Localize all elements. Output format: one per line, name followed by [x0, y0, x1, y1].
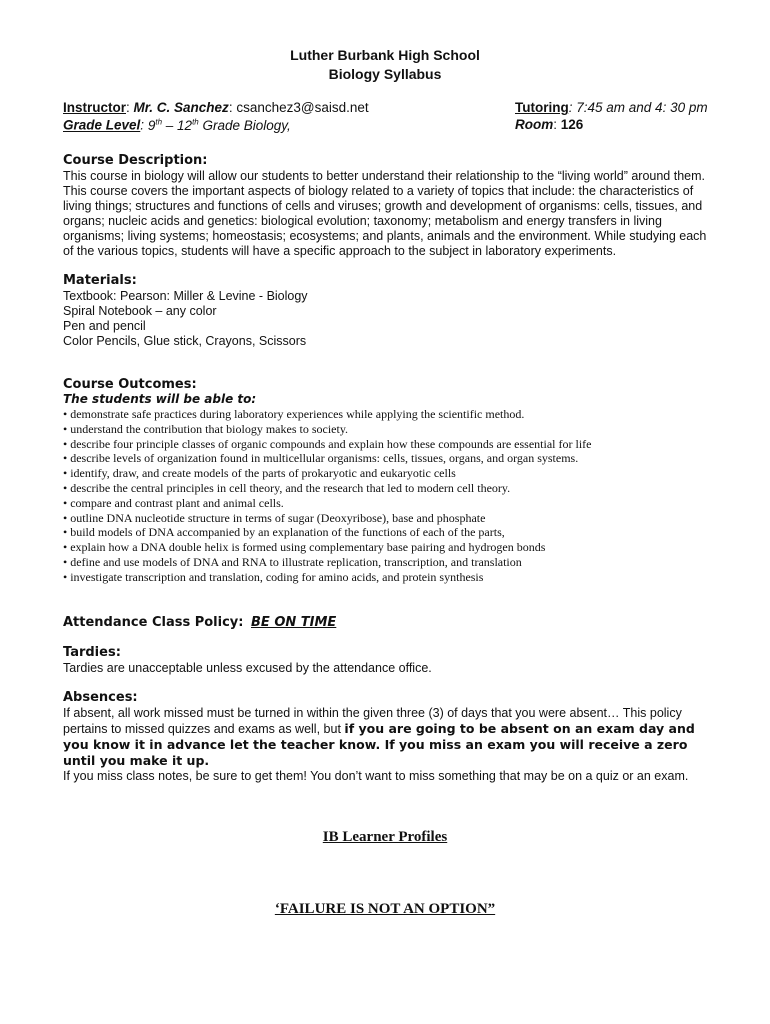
absences-text	[63, 706, 713, 784]
document-title: Biology Syllabus	[328, 66, 442, 82]
grade-from-sup: th	[155, 117, 163, 126]
outcome-item: • outline DNA nucleotide structure in terms of sugar (Deoxyribose), base and phosphate	[63, 510, 486, 525]
outcome-item: • describe the central principles in cell theory, and the research that led to modern cell theory.	[63, 480, 511, 495]
grade-from: 9	[147, 117, 156, 133]
grade-label: Grade Level	[63, 117, 141, 133]
absences-text-bold: if you are going to be absent on an exam day and you know it in advance let the teacher know. If you miss an exam you will receive a zero until you make it up.	[63, 721, 695, 768]
outcome-item: • explain how a DNA double helix is formed using complementary base pairing and hydrogen bonds	[63, 540, 546, 555]
attendance-heading: Attendance Class Policy:	[63, 615, 244, 630]
school-name: Luther Burbank High School	[290, 47, 480, 63]
outcomes-list	[63, 407, 723, 585]
outcome-item: • describe four principle classes of organic compounds and explain how these compounds are essential for life	[63, 436, 592, 451]
room-line: Room: 126	[515, 117, 584, 132]
outcomes-heading: Course Outcomes:	[63, 377, 197, 392]
absences-text-start: If absent, all work missed must be turned in within the given three (3) of days that you were absent… This policy pertains to missed quizzes and exams as well, but	[63, 706, 682, 736]
outcome-item: • describe levels of organization found in multicellular organisms: cells, tissues, organs, and organ systems.	[63, 451, 579, 466]
instructor-email: csanchez3@saisd.net	[236, 100, 369, 115]
outcome-item: • define and use models of DNA and RNA to illustrate replication, transcription, and translation	[63, 554, 522, 569]
description-text: This course in biology will allow our students to better understand their relationship to the “living world” around them. This course covers the important aspects of biology related to a variety of topics that include: the characteristics of living things; structures and functions of cells and viruses; growth and development of organisms: cells, tissues, and organs; nucleic acids and genetics: biological evolution; taxonomy; metabolism and energy transfers in living organisms; living systems; homeostasis; ecosystems; and plants, animals and the environment. While studying each of the various topics, students will have a specific approach to the subject in laboratory experiments.	[63, 169, 707, 258]
tutoring-line: Tutoring: 7:45 am and 4: 30 pm	[515, 100, 708, 115]
attendance-motto: BE ON TIME	[251, 615, 337, 630]
description-heading: Course Description:	[63, 153, 208, 168]
outcome-item: • compare and contrast plant and animal cells.	[63, 495, 284, 510]
failure-motto: ‘FAILURE IS NOT AN OPTION”	[274, 901, 496, 917]
room-value: 126	[560, 117, 584, 132]
tardies-heading: Tardies:	[63, 645, 121, 660]
outcome-item: • identify, draw, and create models of the parts of prokaryotic and eukaryotic cells	[63, 466, 456, 481]
grade-to-sup: th	[192, 117, 199, 126]
room-label: Room	[515, 117, 554, 132]
ib-learner-profiles-title: IB Learner Profiles	[322, 829, 448, 845]
materials-item: Textbook: Pearson: Miller & Levine - Biology	[63, 289, 308, 303]
outcome-item: • investigate transcription and translation, coding for amino acids, and protein synthesis	[63, 569, 484, 584]
tutoring-label: Tutoring	[515, 100, 569, 115]
outcome-item: • build models of DNA accompanied by an explanation of the functions of each of the parts,	[63, 525, 505, 540]
instructor-label: Instructor	[63, 100, 127, 115]
absences-text-end: If you miss class notes, be sure to get them! You don’t want to miss something that may be on a quiz or an exam.	[63, 769, 689, 783]
grade-line: Grade Level: 9th – 12th Grade Biology,	[63, 117, 291, 133]
materials-item: Color Pencils, Glue stick, Crayons, Scissors	[63, 334, 307, 348]
tutoring-value: 7:45 am and 4: 30 pm	[576, 100, 708, 115]
instructor-line: Instructor: Mr. C. Sanchez: csanchez3@saisd.net	[63, 100, 369, 115]
outcomes-subheading: The students will be able to:	[63, 392, 257, 406]
tardies-text: Tardies are unacceptable unless excused by the attendance office.	[63, 661, 432, 675]
outcome-item: • understand the contribution that biology makes to society.	[63, 421, 349, 436]
materials-heading: Materials:	[63, 273, 137, 288]
materials-item: Pen and pencil	[63, 319, 146, 333]
instructor-name: Mr. C. Sanchez	[133, 100, 229, 115]
absences-heading: Absences:	[63, 690, 138, 705]
outcome-item: • demonstrate safe practices during laboratory experiences while applying the scientific method.	[63, 407, 525, 421]
materials-list	[63, 289, 308, 349]
materials-item: Spiral Notebook – any color	[63, 304, 217, 318]
grade-to: 12	[177, 117, 193, 133]
grade-suffix: Grade Biology,	[202, 117, 291, 133]
